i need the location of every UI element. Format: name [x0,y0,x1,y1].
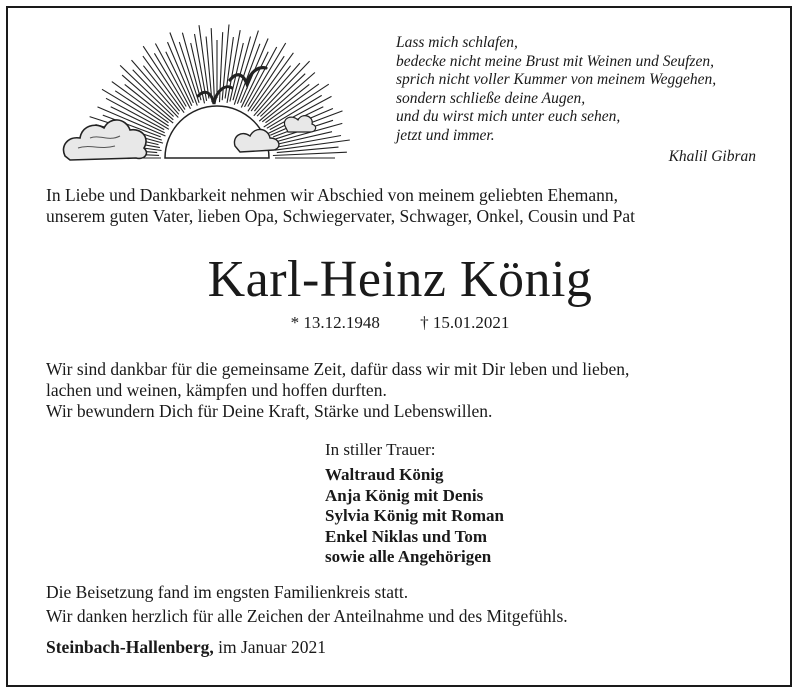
poem-line: sprich nicht voller Kummer von meinem Weggehen, [396,71,717,89]
closing-text [46,580,568,628]
poem-line: jetzt und immer. [396,126,495,144]
place-and-date [46,637,326,658]
intro-text [46,185,756,227]
poem [396,34,756,166]
sun-ray [277,147,339,153]
poem-line: bedecke nicht meine Brust mit Weinen und Seufzen, [396,52,714,70]
cloud-left [63,120,146,160]
deceased-name: Karl-Heinz König [207,251,593,308]
poem-author: Khalil Gibran [668,147,756,165]
poem-line: sondern schließe deine Augen, [396,89,586,107]
mourning-heading: In stiller Trauer: [325,440,436,459]
gratitude-text [46,359,766,422]
sun-ray [259,73,315,122]
closing-line: Die Beisetzung fand im engsten Familienkreis statt. [46,582,409,602]
family-member: Enkel Niklas und Tom [325,526,488,546]
sun-ray [133,70,179,118]
family-member: Sylvia König mit Roman [325,506,504,525]
intro-line: unserem guten Vater, lieben Opa, Schwiegervater, Schwager, Onkel, Cousin und Pat [46,206,636,226]
life-dates [0,313,800,333]
sun-ray [211,28,214,100]
place-date: im Januar 2021 [213,637,326,657]
birth-date: * 13.12.1948 [290,313,380,332]
poem-line: und du wirst mich unter euch sehen, [396,108,621,126]
family-list [325,465,504,568]
gratitude-line: Wir sind dankbar für die gemeinsame Zeit, dafür dass wir mit Dir leben und lieben, [46,359,630,379]
intro-line: In Liebe und Dankbarkeit nehmen wir Abschied von meinem geliebten Ehemann, [46,185,618,205]
death-date: † 15.01.2021 [420,313,510,332]
sun-ray [273,152,347,155]
closing-line: Wir danken herzlich für alle Zeichen der Anteilnahme und des Mitgefühls. [46,606,568,626]
family-member: Waltraud König [325,465,444,484]
sunrise-illustration [60,18,380,163]
cloud-far-right [284,116,315,132]
sun-ray [248,43,286,107]
gratitude-line: Wir bewundern Dich für Deine Kraft, Stärke und Lebenswillen. [46,401,493,421]
poem-line: Lass mich schlafen, [396,34,518,51]
sun-ray [122,75,173,120]
family-member: sowie alle Angehörigen [325,547,492,566]
family-member: Anja König mit Denis [325,485,484,505]
place-town: Steinbach-Hallenberg, [46,637,214,657]
gratitude-line: lachen und weinen, kämpfen und hoffen durften. [46,380,387,400]
